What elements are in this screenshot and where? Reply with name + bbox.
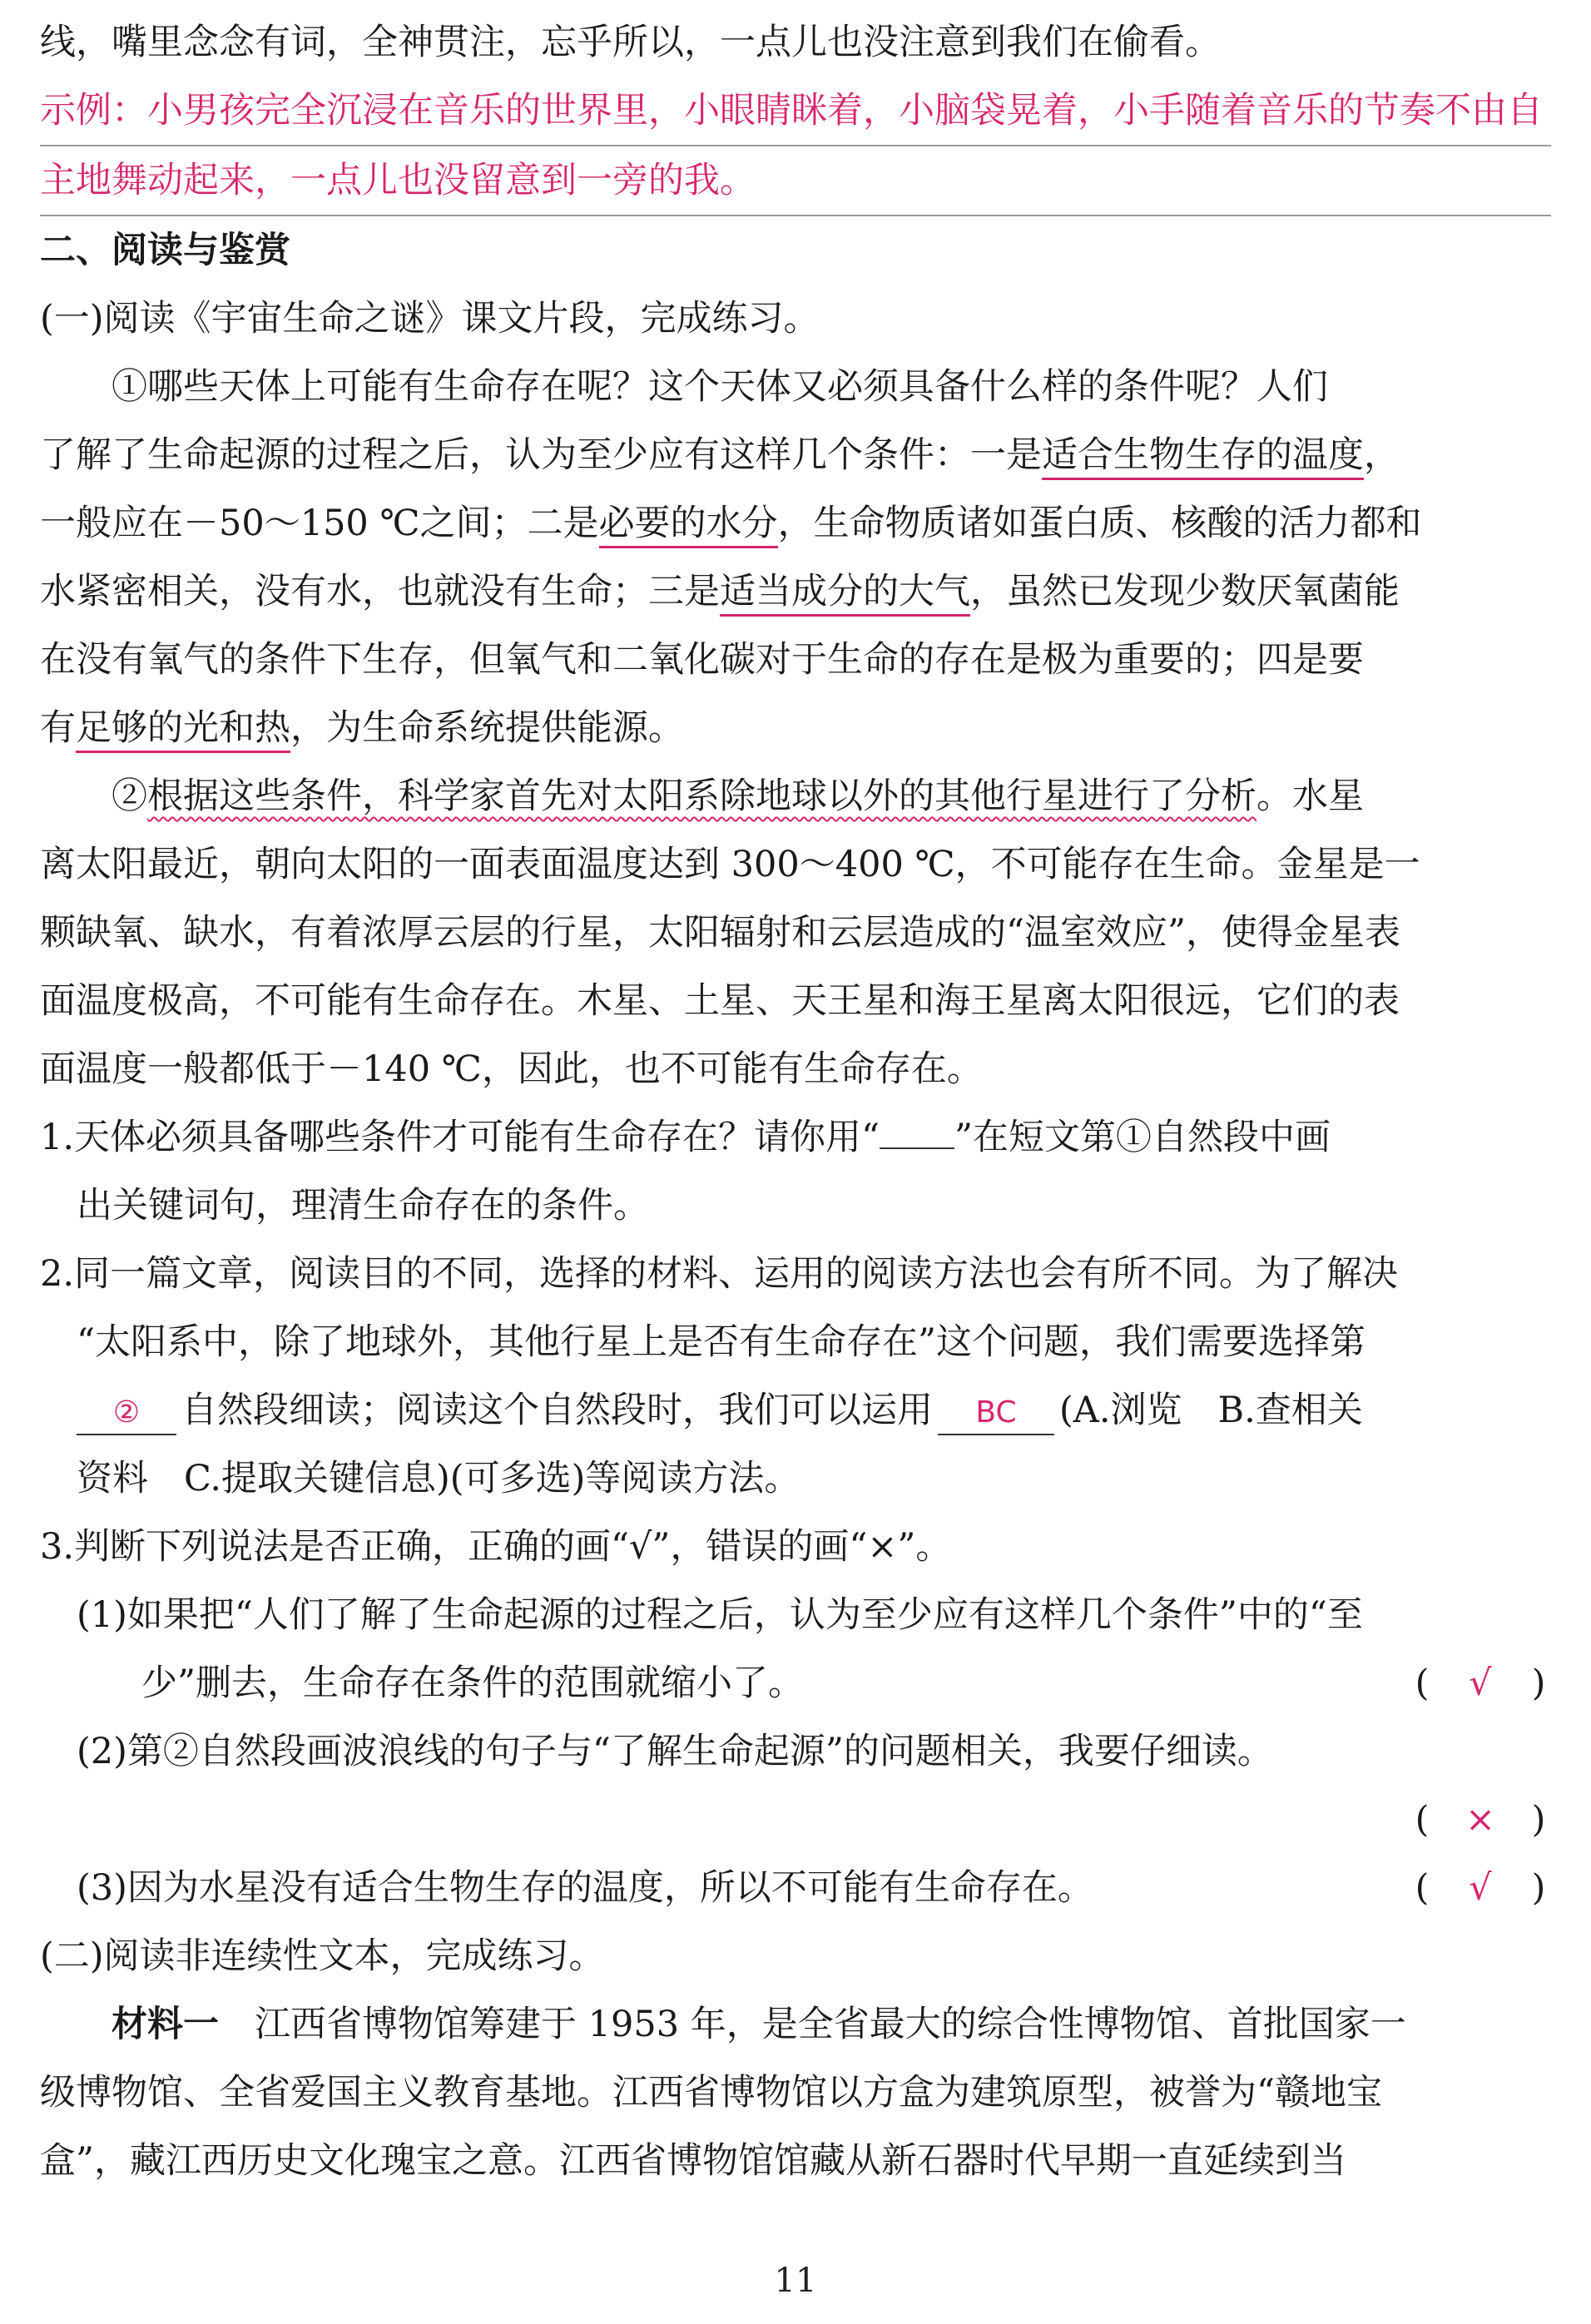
q3-item2-answer-box[interactable]: ( × ) bbox=[1410, 1786, 1551, 1854]
q2-answer-blank-2[interactable] bbox=[938, 1390, 1054, 1435]
q3-item3-mark: √ bbox=[1469, 1867, 1492, 1909]
material1-label: 材料一 bbox=[112, 2004, 219, 2045]
para2-line-1: ②根据这些条件，科学家首先对太阳系除地球以外的其他行星进行了分析。水星 bbox=[112, 775, 1364, 817]
para2-line-2: 离太阳最近，朝向太阳的一面表面温度达到 300～400 ℃，不可能存在生命。金星是一 bbox=[40, 844, 1420, 885]
para2-line-5: 面温度一般都低于－140 ℃，因此，也不可能有生命存在。 bbox=[40, 1048, 983, 1090]
para1-line-5: 在没有氧气的条件下生存，但氧气和二氧化碳对于生命的存在是极为重要的；四是要 bbox=[40, 639, 1364, 681]
para1-line-6: 有足够的光和热，为生命系统提供能源。 bbox=[40, 694, 1551, 762]
q3-item2-mark: × bbox=[1465, 1799, 1496, 1841]
q1-line-2: 出关键词句，理清生命存在的条件。 bbox=[77, 1185, 649, 1226]
q3-item3-answer-box[interactable]: ( √ ) bbox=[1410, 1854, 1551, 1922]
q2-line-2: “太阳系中，除了地球外，其他行星上是否有生命存在”这个问题，我们需要选择第 bbox=[77, 1321, 1365, 1363]
key-phrase-light-heat: 足够的光和热 bbox=[76, 707, 290, 753]
worksheet-page bbox=[40, 8, 1551, 2195]
q3-item2-line1: (2)第②自然段画波浪线的句子与“了解生命起源”的问题相关，我要仔细读。 bbox=[77, 1731, 1273, 1772]
key-phrase-temperature: 适合生物生存的温度 bbox=[1042, 434, 1364, 480]
q2-answer-2: BC bbox=[975, 1395, 1017, 1430]
example-line-1: 示例：小男孩完全沉浸在音乐的世界里，小眼睛眯着，小脑袋晃着，小手随着音乐的节奏不由自 bbox=[40, 77, 1551, 146]
material1-line-3: 盒”，藏江西历史文化瑰宝之意。江西省博物馆馆藏从新石器时代早期一直延续到当 bbox=[40, 2140, 1346, 2182]
key-phrase-atmosphere: 适当成分的大气 bbox=[720, 571, 970, 617]
q2-answer-blank-1[interactable] bbox=[77, 1390, 176, 1435]
material1-line-1: 材料一 江西省博物馆筹建于 1953 年，是全省最大的综合性博物馆、首批国家一 bbox=[112, 2004, 1406, 2045]
q2-line-4: 资料 C.提取关键信息)(可多选)等阅读方法。 bbox=[77, 1458, 800, 1499]
q3-item3-line1: (3)因为水星没有适合生物生存的温度，所以不可能有生命存在。 ( √ ) bbox=[40, 1854, 1551, 1922]
q2-line-3: ② 自然段细读；阅读这个自然段时，我们可以运用 BC (A.浏览 B.查相关 bbox=[40, 1376, 1551, 1444]
para2-line-3: 颗缺氧、缺水，有着浓厚云层的行星，太阳辐射和云层造成的“温室效应”，使得金星表 bbox=[40, 912, 1400, 954]
page-number: 11 bbox=[774, 2262, 817, 2300]
material1-line-2: 级博物馆、全省爱国主义教育基地。江西省博物馆以方盒为建筑原型，被誉为“赣地宝 bbox=[40, 2072, 1382, 2113]
q3-item1-answer-box[interactable]: ( √ ) bbox=[1410, 1649, 1551, 1717]
q3-item2-answer-line bbox=[40, 1786, 1551, 1854]
q3-item1-line2: 少”删去，生命存在条件的范围就缩小了。 ( √ ) bbox=[40, 1649, 1551, 1717]
q1-line-1: 1.天体必须具备哪些条件才可能有生命存在？请你用“ ”在短文第①自然段中画 bbox=[40, 1117, 1331, 1158]
para1-line-4: 水紧密相关，没有水，也就没有生命；三是适当成分的大气，虽然已发现少数厌氧菌能 bbox=[40, 557, 1551, 626]
para1-line-2: 了解了生命起源的过程之后，认为至少应有这样几个条件：一是适合生物生存的温度， bbox=[40, 421, 1551, 489]
para1-line-3: 一般应在－50～150 ℃之间；二是必要的水分，生命物质诸如蛋白质、核酸的活力都和 bbox=[40, 489, 1551, 557]
key-phrase-water: 必要的水分 bbox=[599, 503, 778, 548]
part1-title: (一)阅读《宇宙生命之谜》课文片段，完成练习。 bbox=[40, 298, 820, 339]
q1-underline-sample bbox=[880, 1147, 954, 1149]
top-line: 线，嘴里念念有词，全神贯注，忘乎所以，一点儿也没注意到我们在偷看。 bbox=[40, 22, 1221, 63]
wavy-sentence: 根据这些条件，科学家首先对太阳系除地球以外的其他行星进行了分析 bbox=[147, 775, 1256, 817]
q3-item1-line1: (1)如果把“人们了解了生命起源的过程之后，认为至少应有这样几个条件”中的“至 bbox=[77, 1594, 1363, 1636]
q3-item1-mark: √ bbox=[1469, 1662, 1492, 1704]
q2-line-1: 2.同一篇文章，阅读目的不同，选择的材料、运用的阅读方法也会有所不同。为了解决 bbox=[40, 1253, 1399, 1295]
q2-answer-1: ② bbox=[112, 1395, 141, 1430]
example-line-2: 主地舞动起来，一点儿也没留意到一旁的我。 bbox=[40, 146, 1551, 216]
para1-line-1: ①哪些天体上可能有生命存在呢？这个天体又必须具备什么样的条件呢？人们 bbox=[112, 366, 1328, 408]
q3-title: 3.判断下列说法是否正确，正确的画“√”，错误的画“×”。 bbox=[40, 1526, 952, 1568]
para2-line-4: 面温度极高，不可能有生命存在。木星、土星、天王星和海王星离太阳很远，它们的表 bbox=[40, 980, 1400, 1022]
part2-title: (二)阅读非连续性文本，完成练习。 bbox=[40, 1935, 605, 1977]
section2-title: 二、阅读与鉴赏 bbox=[40, 230, 290, 271]
